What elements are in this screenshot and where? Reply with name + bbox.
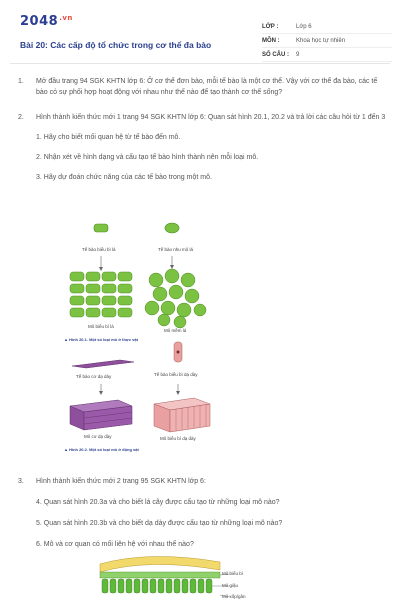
question-1 [18,76,386,98]
question-number: 2. [18,114,24,121]
stomach-epithelial-tissue [154,398,210,432]
stomach-muscle-tissue [70,400,132,430]
leaf-epidermis-cell [94,224,108,232]
meta-label-subject: MÔN : [262,37,280,44]
arrow-head [99,267,103,271]
label-leaf-epidermis-cell: Tế bào biểu bì lá [82,247,116,252]
lesson-title: Bài 20: Các cấp độ tổ chức trong cơ thể đa bào [20,40,212,50]
question-number: 3. [18,478,24,485]
label-stomach-epithelial-cell: Tế bào biểu bì dạ dày [154,372,198,377]
question-number: 1. [18,78,24,85]
sub-question-2: 2. Nhận xét về hình dạng và cấu tạo tế bào hình thành nên mỗi loại mô. [36,154,259,161]
label-stomach-muscle-tissue: Mô cơ dạ dày [84,434,112,439]
question-text: Hình thành kiến thức mới 2 trang 95 SGK KHTN lớp 6: [36,478,206,485]
figure-leaf-organ [70,550,260,600]
sub-question-5: 5. Quan sát hình 20.3b và cho biết dạ dày được cấu tạo từ những loại mô nào? [36,520,283,527]
document-header [10,8,390,64]
leaf-parenchyma-tissue [145,269,206,328]
meta-label-count: SỐ CÂU : [262,51,289,58]
sub-question-1: 1. Hãy cho biết mối quan hệ từ tế bào đến mô. [36,134,181,141]
label-spongy: Mô xốp/gân [222,594,246,599]
epidermis-layer [100,572,220,578]
label-leaf-parenchyma-cell: Tế bào nhu mô lá [158,247,194,252]
lesson-meta [262,20,392,62]
label-leaf-epidermis-tissue: Mô biểu bì lá [88,324,114,329]
label-stomach-muscle-cell: Tế bào cơ dạ dày [76,374,112,379]
figure-caption-20-2: ▲ Hình 20.2. Một số loại mô ở động vật [64,447,139,452]
tissue-illustration [64,216,220,456]
label-leaf-soft-tissue: Mô mềm lá [164,328,187,333]
sub-question-4: 4. Quan sát hình 20.3a và cho biết lá cây được cấu tạo từ những loại mô nào? [36,499,280,506]
question-3 [18,476,386,550]
cell-nucleus [177,351,180,354]
arrow-head [176,391,180,395]
meta-value-grade: Lớp 6 [296,23,312,30]
site-logo[interactable] [20,14,73,29]
question-2 [18,112,386,183]
meta-label-grade: LỚP : [262,23,279,30]
meta-row-subject [262,34,392,48]
question-text: Hình thành kiến thức mới 1 trang 94 SGK KHTN lớp 6: Quan sát hình 20.1, 20.2 và trả lời các câu hỏi từ 1 đến 3 [36,114,386,121]
figure-caption-20-1: ▲ Hình 20.1. Một số loại mô ở thực vật [64,337,138,342]
sub-question-6: 6. Mô và cơ quan có mối liên hệ với nhau thế nào? [36,541,194,548]
question-list [18,76,386,197]
label-epidermis: Mô biểu bì [222,571,244,576]
arrow-head [170,265,174,269]
logo-suffix: .vn [59,14,73,22]
sub-question-3: 3. Hãy dự đoán chức năng của các tế bào trong một mô. [36,174,212,181]
meta-row-grade [262,20,392,34]
label-palisade: Mô giậu [222,583,239,588]
figure-tissues [64,216,220,456]
leaf-surface [100,556,220,572]
leaf-epidermis-tissue [70,272,132,317]
meta-value-count: 9 [296,51,300,58]
logo-text: 2048 [20,14,59,29]
label-stomach-epithelial-tissue: Mô biểu bì dạ dày [160,436,196,441]
stomach-muscle-cell [72,360,134,368]
leaf-parenchyma-cell [165,223,179,233]
arrow-head [99,391,103,395]
meta-value-subject: Khoa học tự nhiên [296,37,346,44]
meta-row-count [262,48,392,62]
palisade-layer [102,579,212,593]
question-text: Mở đầu trang 94 SGK KHTN lớp 6: Ở cơ thể đơn bào, mỗi tế bào là một cơ thể. Vậy với cơ thể đa bào, các tế bào có sự phối hợp hoạt động với nhau như thế nào để tạo thành cơ thể sống? [36,78,378,96]
